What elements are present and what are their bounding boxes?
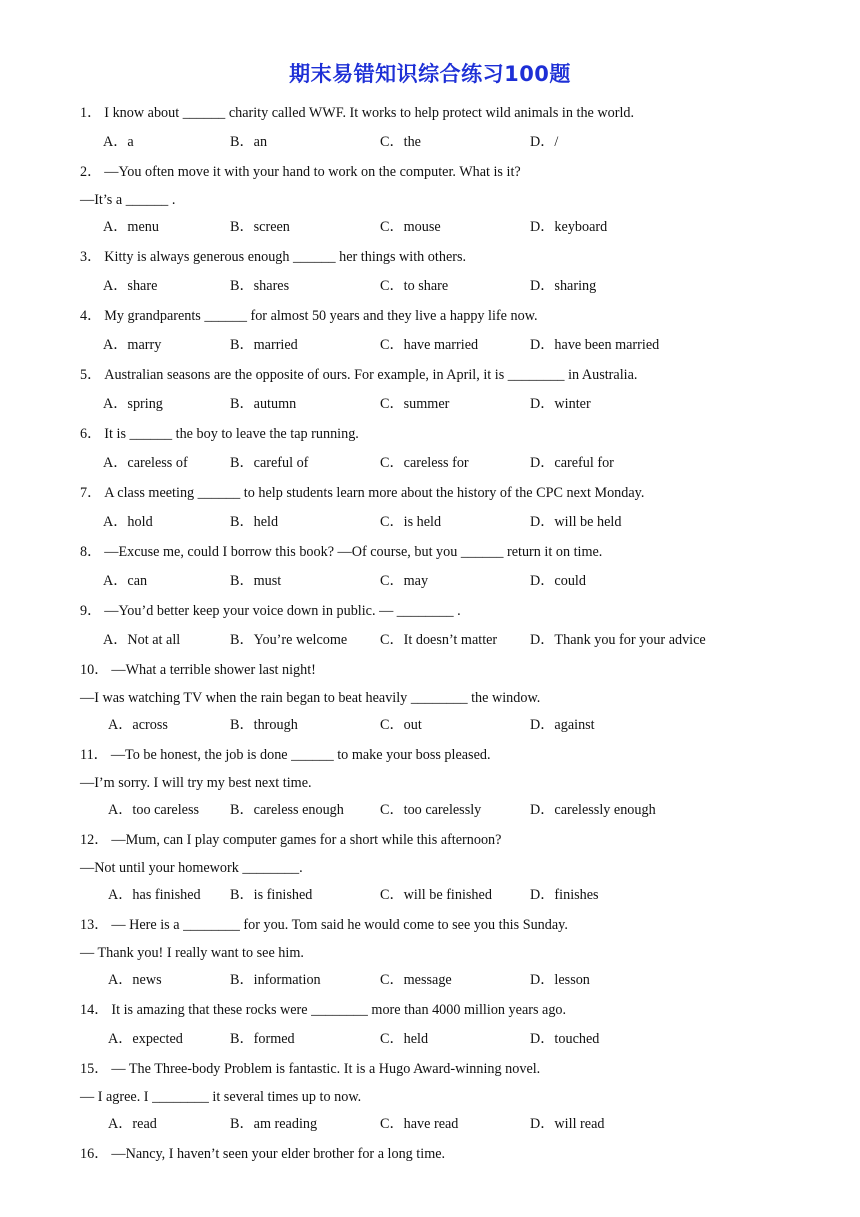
option-d: D．/ [530, 134, 559, 150]
option-a: A．expected [108, 1031, 183, 1047]
option-d: D．will be held [530, 514, 622, 530]
question-stem [80, 1060, 540, 1078]
option-a: A．Not at all [103, 632, 181, 648]
option-c: C．summer [380, 396, 450, 412]
question-stem [80, 916, 568, 934]
question-stem [80, 831, 501, 849]
option-d: D．keyboard [530, 219, 608, 235]
question-number: 6． [80, 426, 102, 442]
question-number: 2． [80, 164, 102, 180]
question-text: —Nancy, I haven’t seen your elder brother for a long time. [111, 1146, 446, 1162]
question-text: — The Three-body Problem is fantastic. It is a Hugo Award-winning novel. [111, 1061, 541, 1077]
question-stem [80, 307, 538, 325]
option-d: D．Thank you for your advice [530, 632, 706, 648]
option-a: A．across [108, 717, 168, 733]
option-b: B．an [230, 134, 268, 150]
question-continuation: —I’m sorry. I will try my best next time. [80, 775, 312, 791]
question-stem [80, 484, 644, 502]
option-d: D．lesson [530, 972, 590, 988]
option-b: B．is finished [230, 887, 313, 903]
option-b: B．held [230, 514, 279, 530]
option-c: C．may [380, 573, 429, 589]
question-text: A class meeting ______ to help students learn more about the history of the CPC next Monday. [104, 485, 645, 501]
option-c: C．out [380, 717, 422, 733]
option-b: B．must [230, 573, 282, 589]
option-d: D．winter [530, 396, 591, 412]
option-d: D．finishes [530, 887, 599, 903]
question-text: It is amazing that these rocks were ________ more than 4000 million years ago. [111, 1002, 567, 1018]
question-number: 3． [80, 249, 102, 265]
option-c: C．too carelessly [380, 802, 482, 818]
question-text: —What a terrible shower last night! [111, 662, 316, 678]
option-a: A．share [103, 278, 158, 294]
question-stem [80, 248, 466, 266]
option-d: D．against [530, 717, 595, 733]
question-text: —You’d better keep your voice down in public. — ________ . [104, 603, 461, 619]
question-stem [80, 746, 491, 764]
option-a: A．menu [103, 219, 159, 235]
question-number: 1． [80, 105, 102, 121]
question-text: —Excuse me, could I borrow this book? —Of course, but you ______ return it on time. [104, 544, 603, 560]
option-b: B．shares [230, 278, 290, 294]
option-a: A．marry [103, 337, 162, 353]
option-a: A．has finished [108, 887, 201, 903]
option-a: A．can [103, 573, 148, 589]
option-d: D．will read [530, 1116, 605, 1132]
question-text: My grandparents ______ for almost 50 years and they live a happy life now. [104, 308, 538, 324]
option-d: D．sharing [530, 278, 597, 294]
question-text: — Here is a ________ for you. Tom said he would come to see you this Sunday. [111, 917, 568, 933]
option-c: C．careless for [380, 455, 469, 471]
question-text: I know about ______ charity called WWF. It works to help protect wild animals in the world. [104, 105, 635, 121]
question-stem [80, 661, 316, 679]
question-stem [80, 1001, 566, 1019]
option-a: A．spring [103, 396, 163, 412]
question-number: 9． [80, 603, 102, 619]
question-number: 12． [80, 832, 109, 848]
option-b: B．careful of [230, 455, 309, 471]
question-number: 15． [80, 1061, 109, 1077]
question-stem [80, 543, 602, 561]
option-c: C．the [380, 134, 421, 150]
question-stem [80, 425, 359, 443]
question-number: 7． [80, 485, 102, 501]
question-continuation: — I agree. I ________ it several times up to now. [80, 1089, 362, 1105]
option-d: D．careful for [530, 455, 614, 471]
question-continuation: —It’s a ______ . [80, 192, 176, 208]
option-b: B．am reading [230, 1116, 318, 1132]
question-number: 5． [80, 367, 102, 383]
question-continuation: — Thank you! I really want to see him. [80, 945, 304, 961]
question-number: 11． [80, 747, 108, 763]
question-stem [80, 1145, 445, 1163]
question-text: —Mum, can I play computer games for a short while this afternoon? [111, 832, 502, 848]
question-text: Australian seasons are the opposite of ours. For example, in April, it is ________ in Australia. [104, 367, 638, 383]
option-b: B．information [230, 972, 321, 988]
question-number: 8． [80, 544, 102, 560]
option-b: B．formed [230, 1031, 295, 1047]
question-number: 16． [80, 1146, 109, 1162]
question-continuation: —Not until your homework ________. [80, 860, 303, 876]
question-stem [80, 163, 521, 181]
question-number: 4． [80, 308, 102, 324]
question-number: 14． [80, 1002, 109, 1018]
option-d: D．carelessly enough [530, 802, 656, 818]
option-c: C．message [380, 972, 452, 988]
option-d: D．could [530, 573, 586, 589]
option-a: A．read [108, 1116, 157, 1132]
option-c: C．to share [380, 278, 449, 294]
option-c: C．It doesn’t matter [380, 632, 498, 648]
question-stem [80, 104, 634, 122]
option-c: C．have married [380, 337, 479, 353]
option-a: A．news [108, 972, 162, 988]
option-a: A．careless of [103, 455, 188, 471]
question-stem [80, 602, 461, 620]
option-c: C．mouse [380, 219, 441, 235]
option-b: B．screen [230, 219, 290, 235]
option-d: D．have been married [530, 337, 660, 353]
option-d: D．touched [530, 1031, 600, 1047]
option-c: C．held [380, 1031, 429, 1047]
option-a: A．too careless [108, 802, 200, 818]
question-number: 10． [80, 662, 109, 678]
option-b: B．through [230, 717, 298, 733]
document-title: 期末易错知识综合练习100题 [289, 62, 571, 86]
question-text: —You often move it with your hand to work on the computer. What is it? [104, 164, 521, 180]
option-c: C．have read [380, 1116, 459, 1132]
option-b: B．married [230, 337, 298, 353]
option-b: B．You’re welcome [230, 632, 348, 648]
question-number: 13． [80, 917, 109, 933]
option-b: B．autumn [230, 396, 297, 412]
question-stem [80, 366, 637, 384]
option-a: A．hold [103, 514, 153, 530]
option-a: A．a [103, 134, 134, 150]
question-text: It is ______ the boy to leave the tap running. [104, 426, 359, 442]
question-text: Kitty is always generous enough ______ her things with others. [104, 249, 467, 265]
option-c: C．is held [380, 514, 442, 530]
question-continuation: —I was watching TV when the rain began to beat heavily ________ the window. [80, 690, 541, 706]
option-c: C．will be finished [380, 887, 492, 903]
option-b: B．careless enough [230, 802, 344, 818]
question-text: —To be honest, the job is done ______ to make your boss pleased. [110, 747, 491, 763]
